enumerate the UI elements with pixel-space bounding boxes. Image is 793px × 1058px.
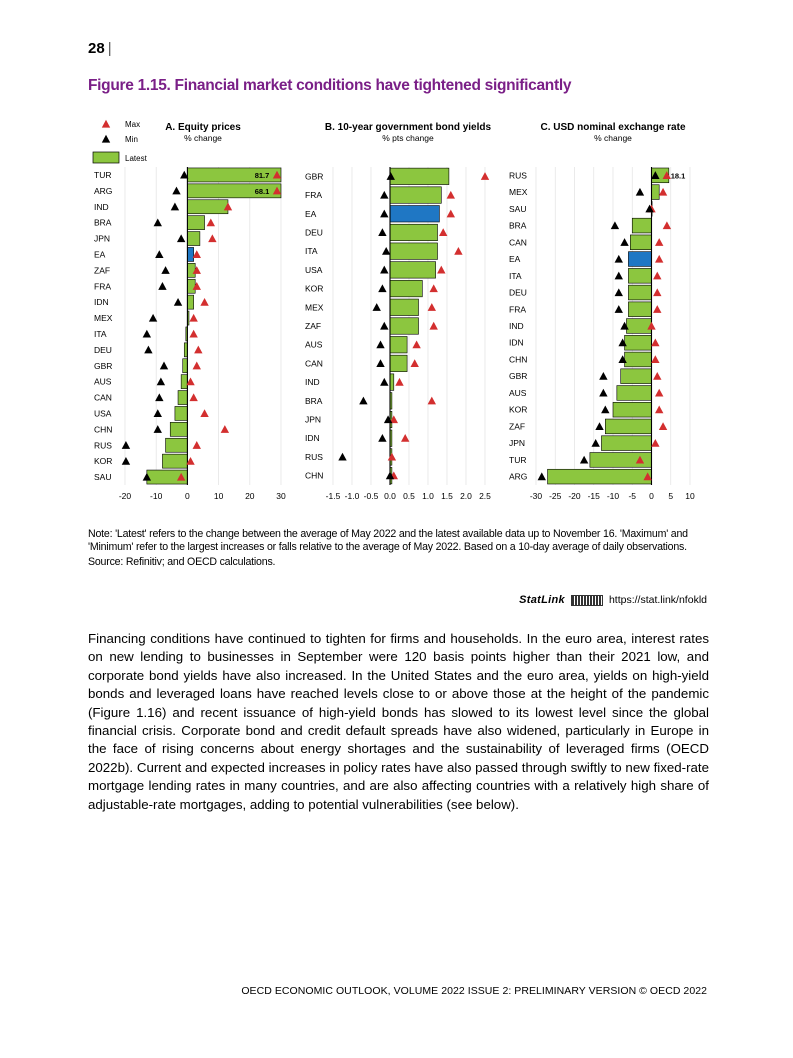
- panel-c-category-label: TUR: [509, 454, 527, 465]
- panel-c-min-marker: [591, 439, 599, 447]
- panel-a-title: A. Equity prices: [165, 122, 241, 133]
- panel-c-tick-label: 0: [649, 491, 654, 501]
- panel-c-bar: [630, 235, 651, 250]
- panel-b-max-marker: [437, 266, 445, 274]
- panel-c-min-marker: [595, 422, 603, 430]
- panel-c-bar: [601, 436, 651, 451]
- panel-c-tick-label: 5: [668, 491, 674, 501]
- panel-a-bar: [181, 375, 187, 389]
- panel-b-category-label: IDN: [305, 433, 320, 444]
- panel-c-tick-label: -10: [606, 491, 620, 501]
- panel-c-min-marker: [580, 456, 588, 464]
- panel-c-min-marker: [615, 288, 623, 296]
- panel-a-category-label: EA: [94, 249, 106, 260]
- panel-b-category-label: DEU: [305, 227, 323, 238]
- panel-b-min-marker: [378, 228, 386, 236]
- panel-a-max-marker: [200, 298, 208, 306]
- panel-a-category-label: SAU: [94, 472, 112, 483]
- panel-a-category-label: ZAF: [94, 265, 111, 276]
- panel-a-category-label: CHN: [94, 424, 113, 435]
- panel-c-tick-label: 10: [685, 491, 695, 501]
- panel-a-category-label: GBR: [94, 360, 113, 371]
- body-paragraph: Financing conditions have continued to tighten for firms and households. In the euro area, interest rates on new lending to businesses in September were 120 basis points higher than their 2021 low, and corporate bond yields have also increased. In the United States and the euro area, yields on high-yield bonds and leveraged loans have reached levels close to or above those at the height of the pandemic (Figure 1.16) and recent issuance of high-yield bonds has slowed to its lowest level since the global financial crisis. Corporate bond and credit default spreads have also widened, particularly in Europe in the face of rising concerns about energy shortages and the sustainability of leveraged firms (OECD 2022b). Current and expected increases in policy rates have also passed through swiftly to new fixed-rate mortgage lending rates in many countries, and are also affecting countries with a relatively high share of adjustable-rate mortgages, adding to potential vulnerabilities (see below).: [88, 631, 709, 812]
- panel-a-tick-label: -10: [150, 491, 163, 501]
- panel-c-bar: [632, 218, 651, 233]
- panel-c-title: C. USD nominal exchange rate: [540, 122, 686, 133]
- panel-a-category-label: KOR: [94, 456, 113, 467]
- panel-a-max-marker: [189, 330, 197, 338]
- panel-c-bar: [652, 185, 660, 200]
- panel-c-max-marker: [651, 439, 659, 447]
- statlink[interactable]: [519, 594, 707, 606]
- panel-c-category-label: KOR: [509, 404, 528, 415]
- panel-b-category-label: BRA: [305, 395, 323, 406]
- panel-a-category-label: IND: [94, 201, 109, 212]
- panel-b-category-label: FRA: [305, 190, 322, 201]
- panel-c-bar: [626, 319, 651, 334]
- panel-b-bar: [390, 206, 439, 222]
- panel-b-bar: [390, 187, 441, 203]
- panel-a-min-marker: [157, 377, 165, 385]
- panel-c-bar: [548, 469, 652, 484]
- panel-c-category-label: GBR: [509, 371, 528, 382]
- panel-a-min-marker: [171, 203, 179, 211]
- panel-a-max-marker: [193, 441, 201, 449]
- panel-b-category-label: IND: [305, 377, 320, 388]
- panel-a-tick-label: -20: [118, 491, 132, 501]
- panel-a-category-label: ARG: [94, 185, 113, 196]
- panel-c-tick-label: -20: [568, 491, 581, 501]
- panel-b-bar: [390, 355, 407, 371]
- statlink-brand: StatLink: [519, 594, 565, 606]
- panel-a-bar: [183, 359, 188, 373]
- panel-c-max-marker: [659, 422, 667, 430]
- panel-c-min-marker: [615, 272, 623, 280]
- panel-c-bar: [613, 402, 652, 417]
- panel-a-category-label: AUS: [94, 376, 112, 387]
- panel-a-bar: [175, 406, 187, 420]
- panel-a-min-marker: [122, 457, 130, 465]
- panel-b-category-label: KOR: [305, 283, 324, 294]
- panel-c-min-marker: [601, 405, 609, 413]
- panel-b-bar: [390, 262, 436, 278]
- panel-b-min-marker: [380, 191, 388, 199]
- panel-b-max-marker: [439, 228, 447, 236]
- panel-c-max-marker: [663, 221, 671, 229]
- panel-b-min-marker: [376, 359, 384, 367]
- figure-charts: [0, 0, 793, 510]
- panel-b-max-marker: [401, 434, 409, 442]
- statlink-logo-icon: [571, 595, 603, 606]
- panel-c-min-marker: [615, 255, 623, 263]
- panel-b-bar: [390, 299, 419, 315]
- panel-c-bar: [621, 369, 652, 384]
- panel-a-bar: [187, 216, 204, 230]
- panel-b-max-marker: [395, 378, 403, 386]
- panel-c-unit: % change: [594, 133, 632, 143]
- panel-a-min-marker: [143, 330, 151, 338]
- panel-a-data-label: 81.7: [254, 170, 270, 180]
- panel-a-min-marker: [122, 441, 130, 449]
- panel-a-tick-label: 10: [213, 491, 224, 501]
- panel-c-data-label: 18.1: [670, 171, 686, 181]
- panel-c-max-marker: [651, 339, 659, 347]
- panel-c-category-label: IND: [509, 321, 524, 331]
- panel-c-max-marker: [653, 305, 661, 313]
- panel-c-max-marker: [651, 355, 659, 363]
- page-footer: OECD ECONOMIC OUTLOOK, VOLUME 2022 ISSUE 2: PRELIMINARY VERSION © OECD 2022: [241, 985, 707, 997]
- panel-c-max-marker: [655, 405, 663, 413]
- panel-a-bar: [187, 295, 193, 309]
- legend-min-label: Min: [125, 135, 138, 144]
- panel-c-max-marker: [653, 272, 661, 280]
- panel-c-category-label: RUS: [509, 170, 527, 181]
- panel-b-category-label: MEX: [305, 302, 324, 313]
- panel-b-max-marker: [388, 453, 396, 461]
- panel-b-max-marker: [447, 191, 455, 199]
- panel-b-tick-label: 2.5: [479, 491, 491, 501]
- panel-a-min-marker: [160, 362, 168, 370]
- panel-b-min-marker: [376, 341, 384, 349]
- panel-b-min-marker: [338, 453, 346, 461]
- legend-max-label: Max: [125, 120, 141, 129]
- panel-b-category-label: ITA: [305, 246, 318, 257]
- panel-c-min-marker: [615, 305, 623, 313]
- panel-a-category-label: TUR: [94, 169, 112, 180]
- panel-b-bar: [390, 243, 438, 259]
- panel-a-min-marker: [154, 409, 162, 417]
- panel-a-min-marker: [172, 187, 180, 195]
- panel-a-max-marker: [207, 218, 215, 226]
- panel-c-category-label: BRA: [509, 220, 527, 231]
- panel-b-max-marker: [430, 322, 438, 330]
- panel-b-bar: [390, 280, 422, 296]
- panel-a-tick-label: 0: [185, 491, 190, 501]
- panel-c-min-marker: [636, 188, 644, 196]
- panel-c-max-marker: [659, 188, 667, 196]
- panel-c-max-marker: [655, 389, 663, 397]
- panel-b-min-marker: [359, 397, 367, 405]
- panel-a-bar: [187, 247, 193, 261]
- panel-a-max-marker: [200, 409, 208, 417]
- panel-b-max-marker: [428, 303, 436, 311]
- panel-b-min-marker: [382, 247, 390, 255]
- panel-c-max-marker: [655, 255, 663, 263]
- panel-a-max-marker: [193, 362, 201, 370]
- panel-a-category-label: CAN: [94, 392, 112, 403]
- panel-a-min-marker: [177, 234, 185, 242]
- panel-c-bar: [605, 419, 651, 434]
- panel-b-max-marker: [430, 284, 438, 292]
- legend-min-marker: [102, 135, 110, 143]
- panel-a-max-marker: [194, 346, 202, 354]
- figure-note: Note: 'Latest' refers to the change between the average of May 2022 and the latest available data up to November 16. 'Maximum' and 'Minimum' refer to the largest increases or falls relative to the average of May 2022. Based on a 10-day average of daily observations.: [88, 528, 688, 553]
- panel-b-tick-label: -1.5: [325, 491, 341, 501]
- panel-a-max-marker: [189, 393, 197, 401]
- panel-b-bar: [390, 224, 438, 240]
- panel-b-category-label: ZAF: [305, 321, 322, 331]
- panel-b-min-marker: [378, 434, 386, 442]
- legend-latest-swatch: [93, 152, 119, 163]
- panel-a-min-marker: [174, 298, 182, 306]
- panel-c-category-label: MEX: [509, 187, 528, 198]
- page-number-text: 28: [88, 40, 105, 57]
- panel-c-category-label: FRA: [509, 304, 526, 315]
- panel-c-min-marker: [611, 221, 619, 229]
- panel-c-bar: [628, 268, 651, 283]
- panel-a-tick-label: 30: [276, 491, 286, 501]
- panel-c-category-label: DEU: [509, 287, 527, 298]
- panel-a-min-marker: [158, 282, 166, 290]
- panel-b-max-marker: [481, 172, 489, 180]
- panel-a-category-label: ITA: [94, 328, 107, 339]
- panel-c-category-label: CHN: [509, 354, 528, 365]
- panel-a-category-label: DEU: [94, 344, 112, 355]
- panel-b-bar: [390, 374, 394, 390]
- panel-a-min-marker: [144, 346, 152, 354]
- panel-c-category-label: ARG: [509, 471, 528, 482]
- panel-b-max-marker: [428, 397, 436, 405]
- panel-c-category-label: SAU: [509, 203, 527, 214]
- panel-a-category-label: USA: [94, 408, 112, 419]
- panel-a-category-label: BRA: [94, 217, 112, 228]
- panel-a-bar: [187, 263, 195, 277]
- panel-a-category-label: JPN: [94, 233, 111, 244]
- panel-a-bar: [166, 438, 188, 452]
- panel-b-category-label: RUS: [305, 451, 323, 462]
- panel-b-unit: % pts change: [382, 133, 434, 143]
- page-number-divider: |: [107, 40, 112, 57]
- panel-a-max-marker: [221, 425, 229, 433]
- panel-b-min-marker: [380, 378, 388, 386]
- panel-c-min-marker: [620, 238, 628, 246]
- panel-a-tick-label: 20: [245, 491, 255, 501]
- panel-b-bar: [390, 168, 449, 184]
- panel-c-category-label: ZAF: [509, 421, 526, 432]
- panel-c-max-marker: [655, 238, 663, 246]
- panel-a-category-label: FRA: [94, 281, 111, 292]
- panel-b-tick-label: 1.5: [441, 491, 453, 501]
- panel-c-tick-label: -5: [628, 491, 637, 501]
- panel-b-title: B. 10-year government bond yields: [324, 122, 492, 133]
- panel-c-min-marker: [599, 389, 607, 397]
- panel-a-unit: % change: [184, 133, 222, 143]
- panel-b-max-marker: [447, 210, 455, 218]
- panel-c-min-marker: [538, 472, 546, 480]
- panel-b-category-label: CAN: [305, 358, 323, 369]
- panel-b-category-label: USA: [305, 264, 323, 275]
- panel-a-bar: [187, 200, 228, 214]
- panel-c-bar: [617, 386, 652, 401]
- panel-c-category-label: CAN: [509, 237, 527, 248]
- panel-b-min-marker: [380, 322, 388, 330]
- panel-a-min-marker: [154, 425, 162, 433]
- panel-a-max-marker: [208, 234, 216, 242]
- panel-b-category-label: GBR: [305, 171, 324, 182]
- panel-c-bar: [625, 352, 652, 367]
- panel-c-tick-label: -30: [529, 491, 543, 501]
- panel-c-tick-label: -25: [549, 491, 562, 501]
- panel-b-tick-label: 1.0: [422, 491, 434, 501]
- panel-b-tick-label: 2.0: [460, 491, 472, 501]
- panel-b-min-marker: [380, 266, 388, 274]
- panel-a-data-label: 68.1: [254, 186, 270, 196]
- panel-c-bar: [628, 302, 651, 317]
- panel-b-min-marker: [378, 284, 386, 292]
- legend-latest-label: Latest: [125, 154, 147, 163]
- panel-b-tick-label: -1.0: [344, 491, 360, 501]
- panel-b-category-label: AUS: [305, 339, 323, 350]
- panel-a-max-marker: [189, 314, 197, 322]
- panel-c-bar: [590, 453, 652, 468]
- panel-b-max-marker: [412, 341, 420, 349]
- panel-b-tick-label: 0.0: [384, 491, 396, 501]
- panel-a-min-marker: [154, 218, 162, 226]
- panel-c-bar: [628, 252, 651, 267]
- figure-title: Figure 1.15. Financial market conditions have tightened significantly: [88, 77, 572, 94]
- panel-b-min-marker: [380, 210, 388, 218]
- panel-c-category-label: EA: [509, 254, 521, 265]
- figure-source: Source: Refinitiv; and OECD calculations.: [88, 556, 276, 568]
- panel-b-max-marker: [411, 359, 419, 367]
- panel-c-category-label: JPN: [509, 438, 526, 449]
- panel-c-category-label: ITA: [509, 270, 522, 281]
- panel-b-bar: [390, 318, 419, 334]
- panel-c-min-marker: [599, 372, 607, 380]
- panel-b-tick-label: -0.5: [363, 491, 379, 501]
- panel-c-tick-label: -15: [587, 491, 600, 501]
- panel-a-min-marker: [161, 266, 169, 274]
- panel-c-max-marker: [653, 372, 661, 380]
- panel-c-max-marker: [653, 288, 661, 296]
- panel-b-max-marker: [454, 247, 462, 255]
- panel-b-tick-label: 0.5: [403, 491, 415, 501]
- panel-c-bar: [628, 285, 651, 300]
- panel-c-bar: [625, 335, 652, 350]
- panel-c-category-label: IDN: [509, 337, 524, 348]
- panel-a-category-label: RUS: [94, 440, 112, 451]
- statlink-url[interactable]: https://stat.link/nfokld: [608, 594, 707, 606]
- legend-max-marker: [102, 120, 110, 128]
- panel-b-category-label: CHN: [305, 470, 324, 481]
- panel-c-category-label: AUS: [509, 387, 527, 398]
- panel-a-bar: [162, 454, 187, 468]
- panel-b-min-marker: [373, 303, 381, 311]
- panel-a-category-label: IDN: [94, 297, 109, 308]
- panel-a-bar: [187, 279, 195, 293]
- panel-a-category-label: MEX: [94, 313, 113, 324]
- panel-a-bar: [170, 422, 187, 436]
- panel-b-category-label: JPN: [305, 414, 322, 425]
- panel-b-bar: [390, 336, 407, 352]
- panel-b-category-label: EA: [305, 208, 317, 219]
- panel-a-bar: [187, 232, 199, 246]
- panel-a-bar: [178, 391, 187, 405]
